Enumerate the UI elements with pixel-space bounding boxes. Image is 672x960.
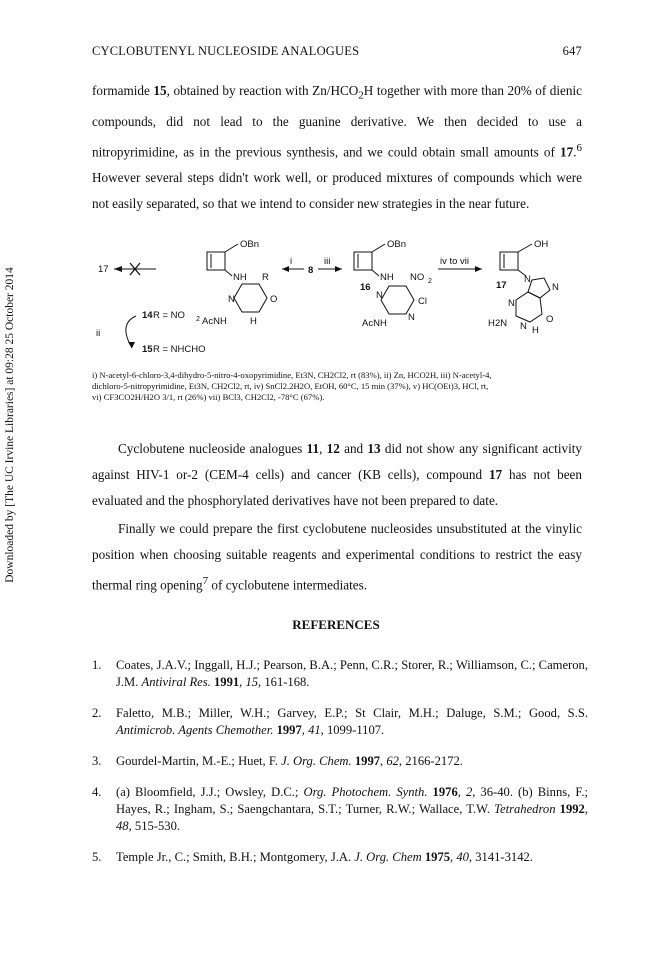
svg-text:R: R [262, 272, 269, 283]
svg-text:17: 17 [496, 280, 507, 291]
svg-text:R = NO: R = NO [153, 310, 185, 321]
svg-text:OBn: OBn [240, 239, 260, 250]
paragraph-1: formamide 15, obtained by reaction with $Zn/HCO_2H$ together with more than 20% of dienic compounds, did not lead to the guanine derivative. We then decided to use a nitropyrimidine, as in the previous synthesis, and we could obtain small amounts of 17.$^6$ However several steps didn't work well, or produced mixtures of compounds which were not easily separated, so that we intend to consider new strategies in the near future. [92, 83, 582, 212]
svg-text:N: N [524, 274, 531, 285]
svg-text:N: N [520, 321, 527, 332]
svg-text:H: H [532, 325, 539, 336]
svg-text:2: 2 [196, 316, 200, 323]
svg-text:N: N [376, 290, 383, 301]
paragraph-3: Finally we could prepare the first cyclobutene nucleosides unsubstituted at the vinylic position when choosing suitable reagents and experimental conditions to restrict the easy thermal ring opening$^7$ of cyclobutene intermediates. [92, 521, 582, 593]
svg-text:ii: ii [96, 328, 101, 339]
svg-text:8: 8 [308, 265, 314, 276]
svg-text:15: 15 [142, 344, 153, 355]
reference-list [92, 657, 588, 880]
svg-text:2N: 2N [495, 318, 508, 329]
svg-text:O: O [270, 294, 278, 305]
paragraph-2: Cyclobutene nucleoside analogues 11, 12 and 13 did not show any significant activity against HIV-1 or-2 (CEM-4 cells) and cancer (KB cells), compound 17 has not been evaluated and the phosphorylated derivatives have not been prepared to date. [92, 441, 583, 508]
running-header [92, 44, 582, 59]
scheme-caption: i) N-acetyl-6-chloro-3,4-dihydro-5-nitro-4-oxopyrimidine, Et3N, CH2Cl2, rt (83%), ii) Zn, HCO2H, iii) N-acetyl-4, dichloro-5-nitropyrimidine, Et3N, CH2Cl2, rt, iv) SnCl2.2H2O, EtOH, 60°C, 15 min (37%), v) HC(OEt)3, HCl, rt, vi) CF3CO2H/H2O 3/1, rt (26%) vii) BCl3, CH2Cl2, -78°C (67%). [92, 370, 492, 402]
structure-17 [488, 239, 559, 336]
download-watermark [2, 190, 18, 660]
svg-text:i: i [290, 256, 293, 267]
svg-text:iii: iii [324, 256, 331, 267]
reference-item: 3. Gourdel-Martin, M.-E.; Huet, F. J. Org. Chem. 1997, 62, 2166-2172. [92, 754, 463, 768]
reaction-scheme [92, 232, 592, 367]
svg-text:N: N [228, 294, 235, 305]
svg-text:NH: NH [233, 272, 247, 283]
svg-text:16: 16 [360, 282, 371, 293]
svg-text:N: N [508, 298, 515, 309]
svg-text:OH: OH [534, 239, 549, 250]
reference-item: 4. (a) Bloomfield, J.J.; Owsley, D.C.; Org. Photochem. Synth. 1976, 2, 36-40. (b) Binns, F.; Hayes, R.; Ingham, S.; Saengchantara, S.T.; Turner, R.W.; Wallace, T.W. Tetrahedron 1992, 48, 515-530. [92, 785, 588, 833]
svg-text:NO: NO [410, 272, 425, 283]
svg-text:OBn: OBn [387, 239, 407, 250]
svg-text:iv to vii: iv to vii [440, 256, 470, 267]
svg-text:2: 2 [428, 278, 432, 285]
svg-text:O: O [546, 314, 554, 325]
svg-text:H: H [488, 318, 495, 329]
reference-item: 2. Faletto, M.B.; Miller, W.H.; Garvey, E.P.; St Clair, M.H.; Daluge, S.M.; Good, S.S. Antimicrob. Agents Chemother. 1997, 41, 1099-1107. [92, 706, 588, 737]
svg-text:Cl: Cl [418, 296, 427, 307]
svg-text:N: N [552, 282, 559, 293]
svg-text:H: H [250, 316, 257, 327]
structure-16 [354, 239, 432, 329]
svg-text:AcNH: AcNH [202, 316, 227, 327]
svg-text:N: N [408, 312, 415, 323]
page-number: 647 [562, 44, 582, 58]
svg-text:AcNH: AcNH [362, 318, 387, 329]
reference-item: 5. Temple Jr., C.; Smith, B.H.; Montgomery, J.A. J. Org. Chem 1975, 40, 3141-3142. [92, 850, 533, 864]
compound-17-left-label: 17 [98, 264, 109, 275]
download-note: Downloaded by [The UC Irvine Libraries] at 09:28 25 October 2014 [4, 267, 16, 583]
reference-item: 1. Coates, J.A.V.; Inggall, H.J.; Pearson, B.A.; Penn, C.R.; Storer, R.; Williamson, C.; Cameron, J.M. Antiviral Res. 1991, 15, 161-168. [92, 658, 588, 689]
structure-14-15 [202, 239, 277, 327]
references-heading: REFERENCES [292, 617, 380, 632]
svg-text:NH: NH [380, 272, 394, 283]
svg-text:14: 14 [142, 310, 153, 321]
svg-text:R = NHCHO: R = NHCHO [153, 344, 206, 355]
running-title: CYCLOBUTENYL NUCLEOSIDE ANALOGUES [92, 44, 360, 58]
